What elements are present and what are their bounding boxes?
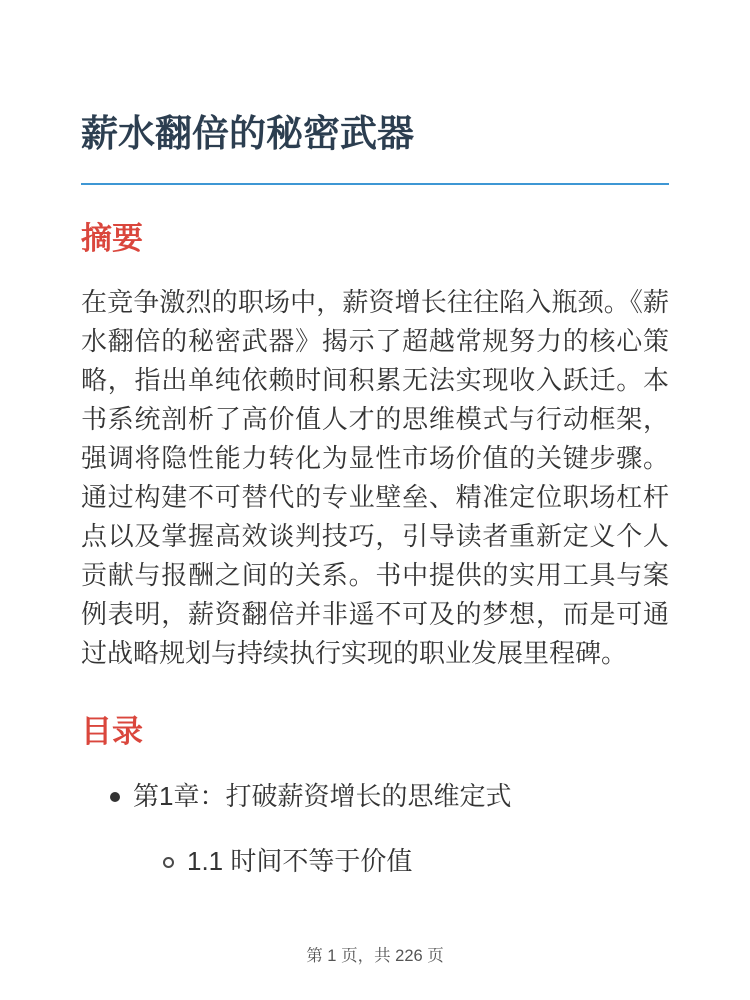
page-number-indicator: 第 1 页，共 226 页 — [306, 947, 444, 965]
toc-item-label: 1.1 时间不等于价值 — [187, 846, 413, 876]
page-title: 薪水翻倍的秘密武器 — [81, 113, 414, 154]
toc-heading: 目录 — [81, 714, 143, 749]
abstract-paragraph: 在竞争激烈的职场中，薪资增长往往陷入瓶颈。《薪水翻倍的秘密武器》揭示了超越常规努力的核心策略，指出单纯依赖时间积累无法实现收入跃迁。本书系统剖析了高价值人才的思维模式与行动框架，强调将隐性能力转化为显性市场价值的关键步骤。通过构建不可替代的专业壁垒、精准定位职场杠杆点以及掌握高效谈判技巧，引导读者重新定义个人贡献与报酬之间的关系。书中提供的实用工具与案例表明，薪资翻倍并非遥不可及的梦想，而是可通过战略规划与持续执行实现的职业发展里程碑。 — [81, 287, 669, 668]
toc-item-section-1-1 — [81, 842, 669, 881]
toc-item-label: 第1章：打破薪资增长的思维定式 — [133, 781, 512, 811]
toc-item-chapter-1 — [81, 777, 669, 816]
title-divider — [81, 183, 669, 185]
bullet-disc-icon — [110, 792, 120, 802]
abstract-heading: 摘要 — [81, 221, 143, 256]
toc-list — [81, 777, 669, 881]
bullet-circle-icon — [163, 857, 174, 868]
